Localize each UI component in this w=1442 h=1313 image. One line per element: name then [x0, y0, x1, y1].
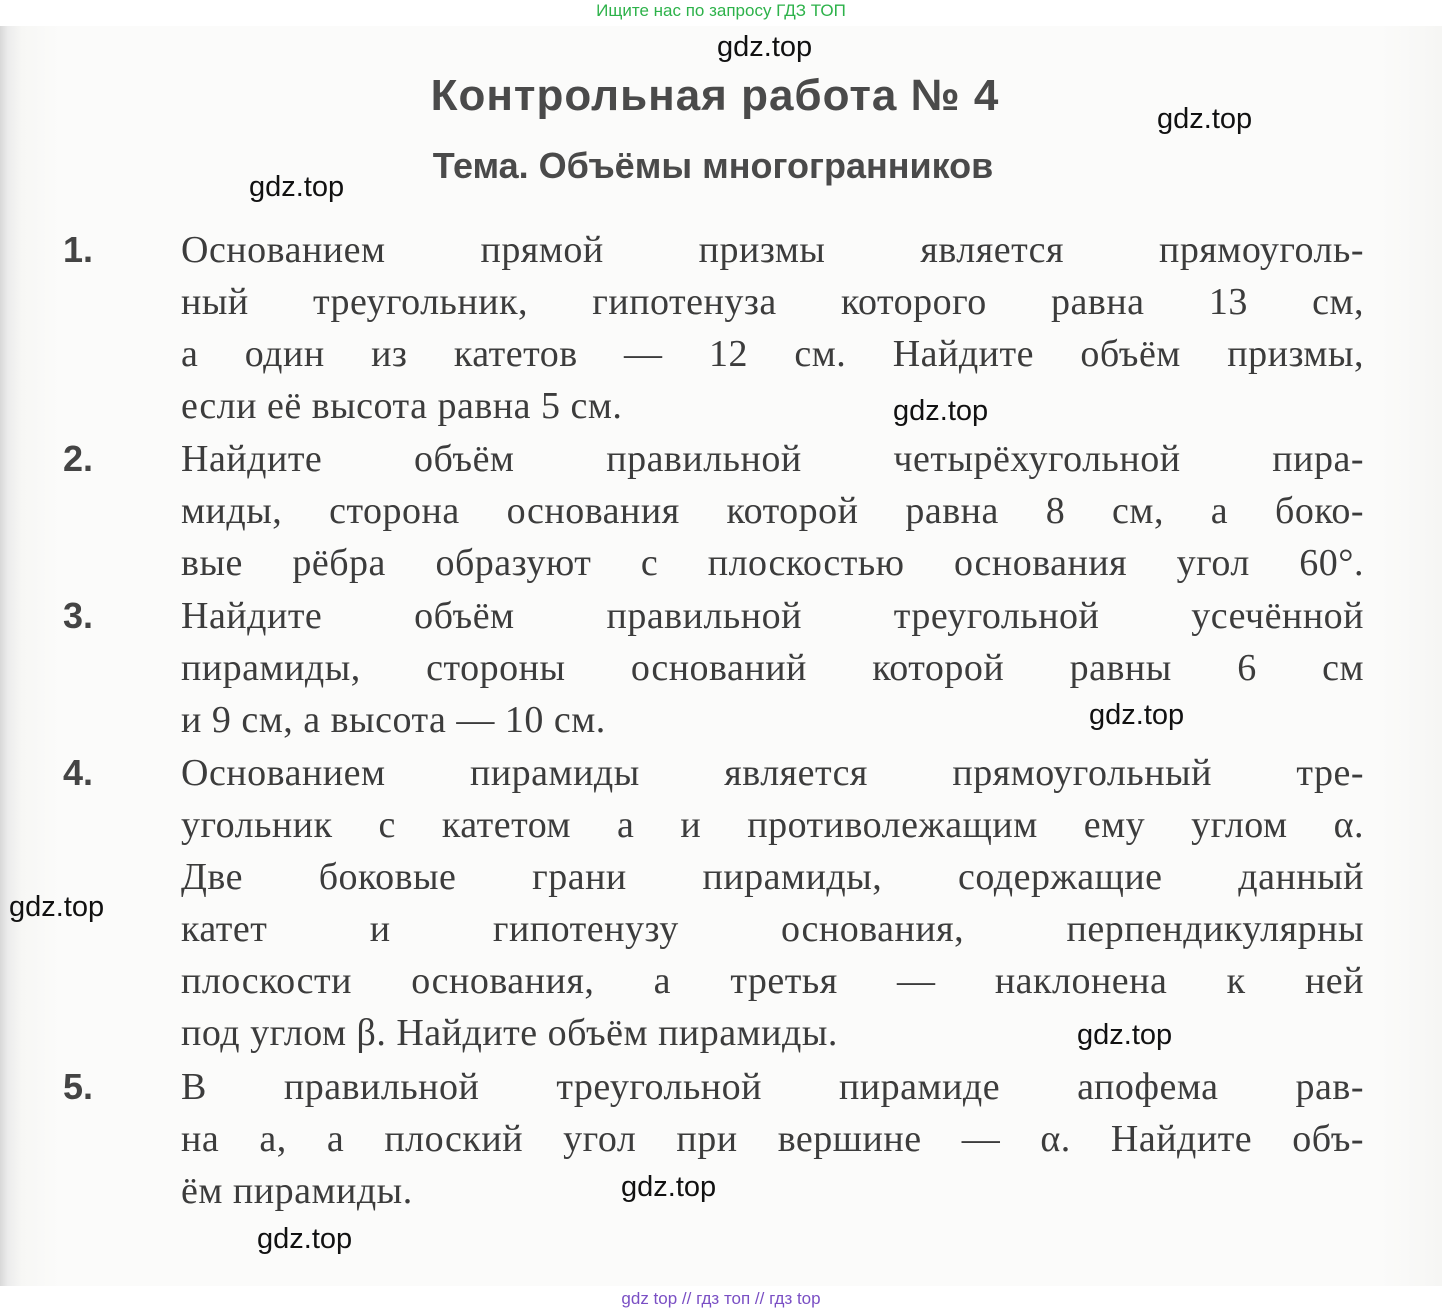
problem-3-number: 3. [63, 595, 94, 636]
problem-1-number: 1. [63, 229, 94, 270]
problem-2-number: 2. [63, 438, 94, 479]
problem-5-line-3: ём пирамиды. [181, 1170, 413, 1212]
problem-4-line-5: плоскости основания, а третья — наклонена к ней [181, 960, 1364, 1002]
bottom-banner: gdz top // гдз топ // гдз top [621, 1289, 821, 1308]
watermark: gdz.top [1089, 699, 1185, 731]
problem-4-number: 4. [63, 752, 94, 793]
problem-3-line-3: и 9 см, а высота — 10 см. [181, 699, 606, 741]
problem-2-line-2: миды, сторона основания которой равна 8 см, а боко- [181, 490, 1364, 532]
watermark: gdz.top [717, 31, 813, 63]
problem-3-line-1: Найдите объём правильной треугольной усечённой [181, 595, 1364, 637]
watermark: gdz.top [1157, 103, 1253, 135]
problem-1-line-4: если её высота равна 5 см. [181, 385, 623, 427]
top-banner: Ищите нас по запросу ГДЗ ТОП [596, 1, 846, 20]
watermark: gdz.top [893, 395, 989, 427]
problem-4-line-3: Две боковые грани пирамиды, содержащие данный [181, 856, 1364, 898]
problem-1-line-1: Основанием прямой призмы является прямоуголь- [181, 229, 1364, 271]
problem-5-number: 5. [63, 1066, 94, 1107]
problem-4-line-2: угольник с катетом a и противолежащим ему углом α. [181, 804, 1364, 846]
problem-1-line-2: ный треугольник, гипотенуза которого равна 13 см, [181, 281, 1364, 323]
problem-5-line-1: В правильной треугольной пирамиде апофема рав- [181, 1066, 1364, 1108]
problem-4-line-6: под углом β. Найдите объём пирамиды. [181, 1012, 838, 1054]
problem-2-line-3: вые рёбра образуют с плоскостью основания угол 60°. [181, 542, 1364, 584]
page-subtitle-text: Тема. Объёмы многогранников [432, 145, 994, 186]
problem-2-line-1: Найдите объём правильной четырёхугольной пира- [181, 438, 1364, 480]
problem-4-line-4: катет и гипотенузу основания, перпендикулярны [181, 908, 1364, 950]
watermark: gdz.top [249, 171, 345, 203]
watermark: gdz.top [9, 891, 105, 923]
watermark: gdz.top [621, 1171, 717, 1203]
page-subtitle [0, 144, 1442, 188]
watermark: gdz.top [1077, 1019, 1173, 1051]
problem-5-line-2: на a, а плоский угол при вершине — α. Найдите объ- [181, 1118, 1364, 1160]
watermark: gdz.top [257, 1223, 353, 1255]
problem-1-line-3: а один из катетов — 12 см. Найдите объём призмы, [181, 333, 1364, 375]
problem-3-line-2: пирамиды, стороны оснований которой равны 6 см [181, 647, 1364, 689]
problem-4-line-1: Основанием пирамиды является прямоугольный тре- [181, 752, 1364, 794]
page-title-text: Контрольная работа № 4 [430, 71, 1000, 120]
